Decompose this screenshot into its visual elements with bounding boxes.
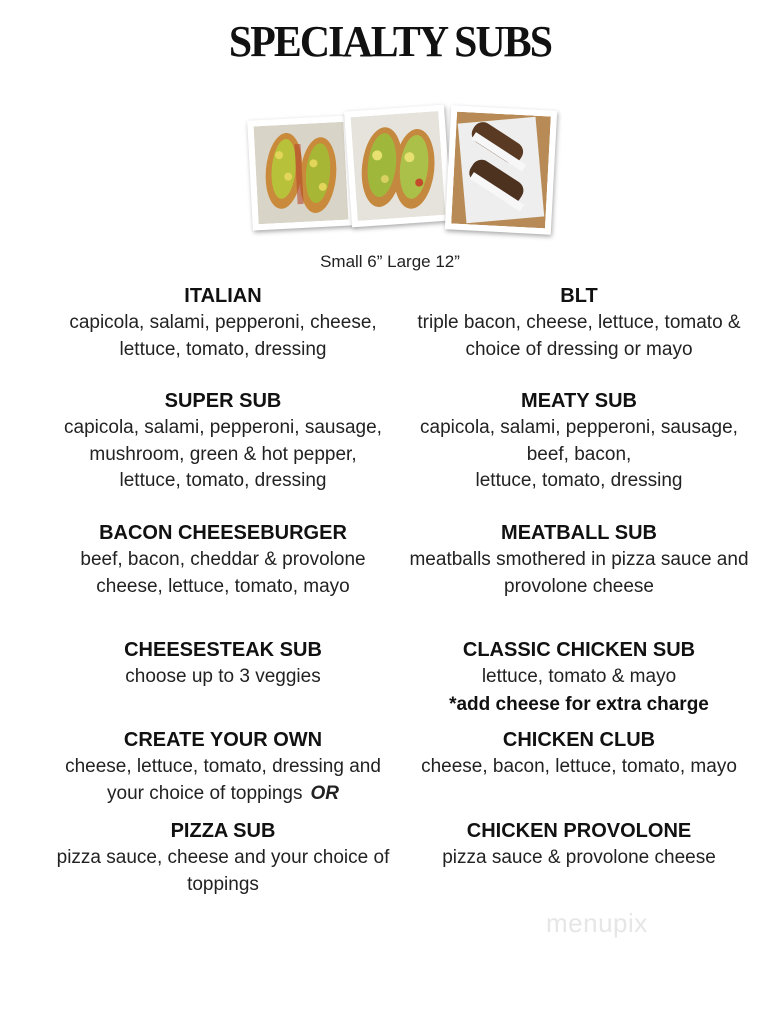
page-title: SPECIALTY SUBS [228, 17, 552, 66]
item-name: CHICKEN CLUB [502, 729, 656, 751]
menu-item-pizza-sub [48, 818, 398, 898]
item-description: capicola, salami, pepperoni, cheese, lettuce, tomato, dressing [69, 312, 377, 360]
item-description: beef, bacon, cheddar & provolone cheese, lettuce, tomato, mayo [80, 549, 366, 597]
menu-item-blt [404, 283, 754, 363]
item-name: CREATE YOUR OWN [123, 729, 323, 751]
menu-item-meaty-sub [404, 388, 754, 495]
item-description: lettuce, tomato & mayo [481, 666, 677, 687]
menu-item-create-your-own [48, 727, 398, 807]
watermark: menupix [546, 908, 648, 938]
item-description: triple bacon, cheese, lettuce, tomato & choice of dressing or mayo [417, 312, 741, 360]
item-description: pizza sauce & provolone cheese [442, 847, 716, 868]
item-name: ITALIAN [184, 285, 262, 307]
item-name: MEATY SUB [521, 390, 637, 412]
item-description: choose up to 3 veggies [125, 666, 321, 687]
sub-photo-2 [344, 105, 452, 228]
sub-photo-1 [247, 115, 355, 230]
menu-item-meatball-sub [404, 520, 754, 600]
item-description: cheese, lettuce, tomato, dressing and your choice of toppings [65, 756, 381, 804]
menu-item-italian [48, 283, 398, 363]
menu-item-classic-chicken-sub [404, 637, 754, 718]
item-description: capicola, salami, pepperoni, sausage, beef, bacon, lettuce, tomato, dressing [420, 417, 738, 491]
item-description: pizza sauce, cheese and your choice of toppings [56, 847, 390, 895]
item-description: cheese, bacon, lettuce, tomato, mayo [421, 756, 737, 777]
menu-item-bacon-cheeseburger [48, 520, 398, 600]
item-name: BACON CHEESEBURGER [99, 522, 347, 544]
or-label: OR [310, 782, 339, 804]
item-name: CLASSIC CHICKEN SUB [462, 639, 696, 661]
menu-item-chicken-provolone [404, 818, 754, 872]
menu-item-chicken-club [404, 727, 754, 781]
item-note: *add cheese for extra charge [449, 693, 709, 715]
item-name: PIZZA SUB [170, 820, 276, 842]
item-name: BLT [560, 285, 598, 307]
item-name: SUPER SUB [164, 390, 282, 412]
sub-photo-3 [445, 105, 557, 234]
menu-item-cheesesteak-sub [48, 637, 398, 691]
item-description: capicola, salami, pepperoni, sausage, mushroom, green & hot pepper, lettuce, tomato, dressing [64, 417, 382, 491]
item-name: CHICKEN PROVOLONE [466, 820, 692, 842]
size-options: Small 6” Large 12” [320, 252, 460, 271]
item-description: meatballs smothered in pizza sauce and provolone cheese [409, 549, 749, 597]
menu-item-super-sub [48, 388, 398, 495]
item-name: CHEESESTEAK SUB [124, 639, 322, 661]
item-name: MEATBALL SUB [501, 522, 657, 544]
